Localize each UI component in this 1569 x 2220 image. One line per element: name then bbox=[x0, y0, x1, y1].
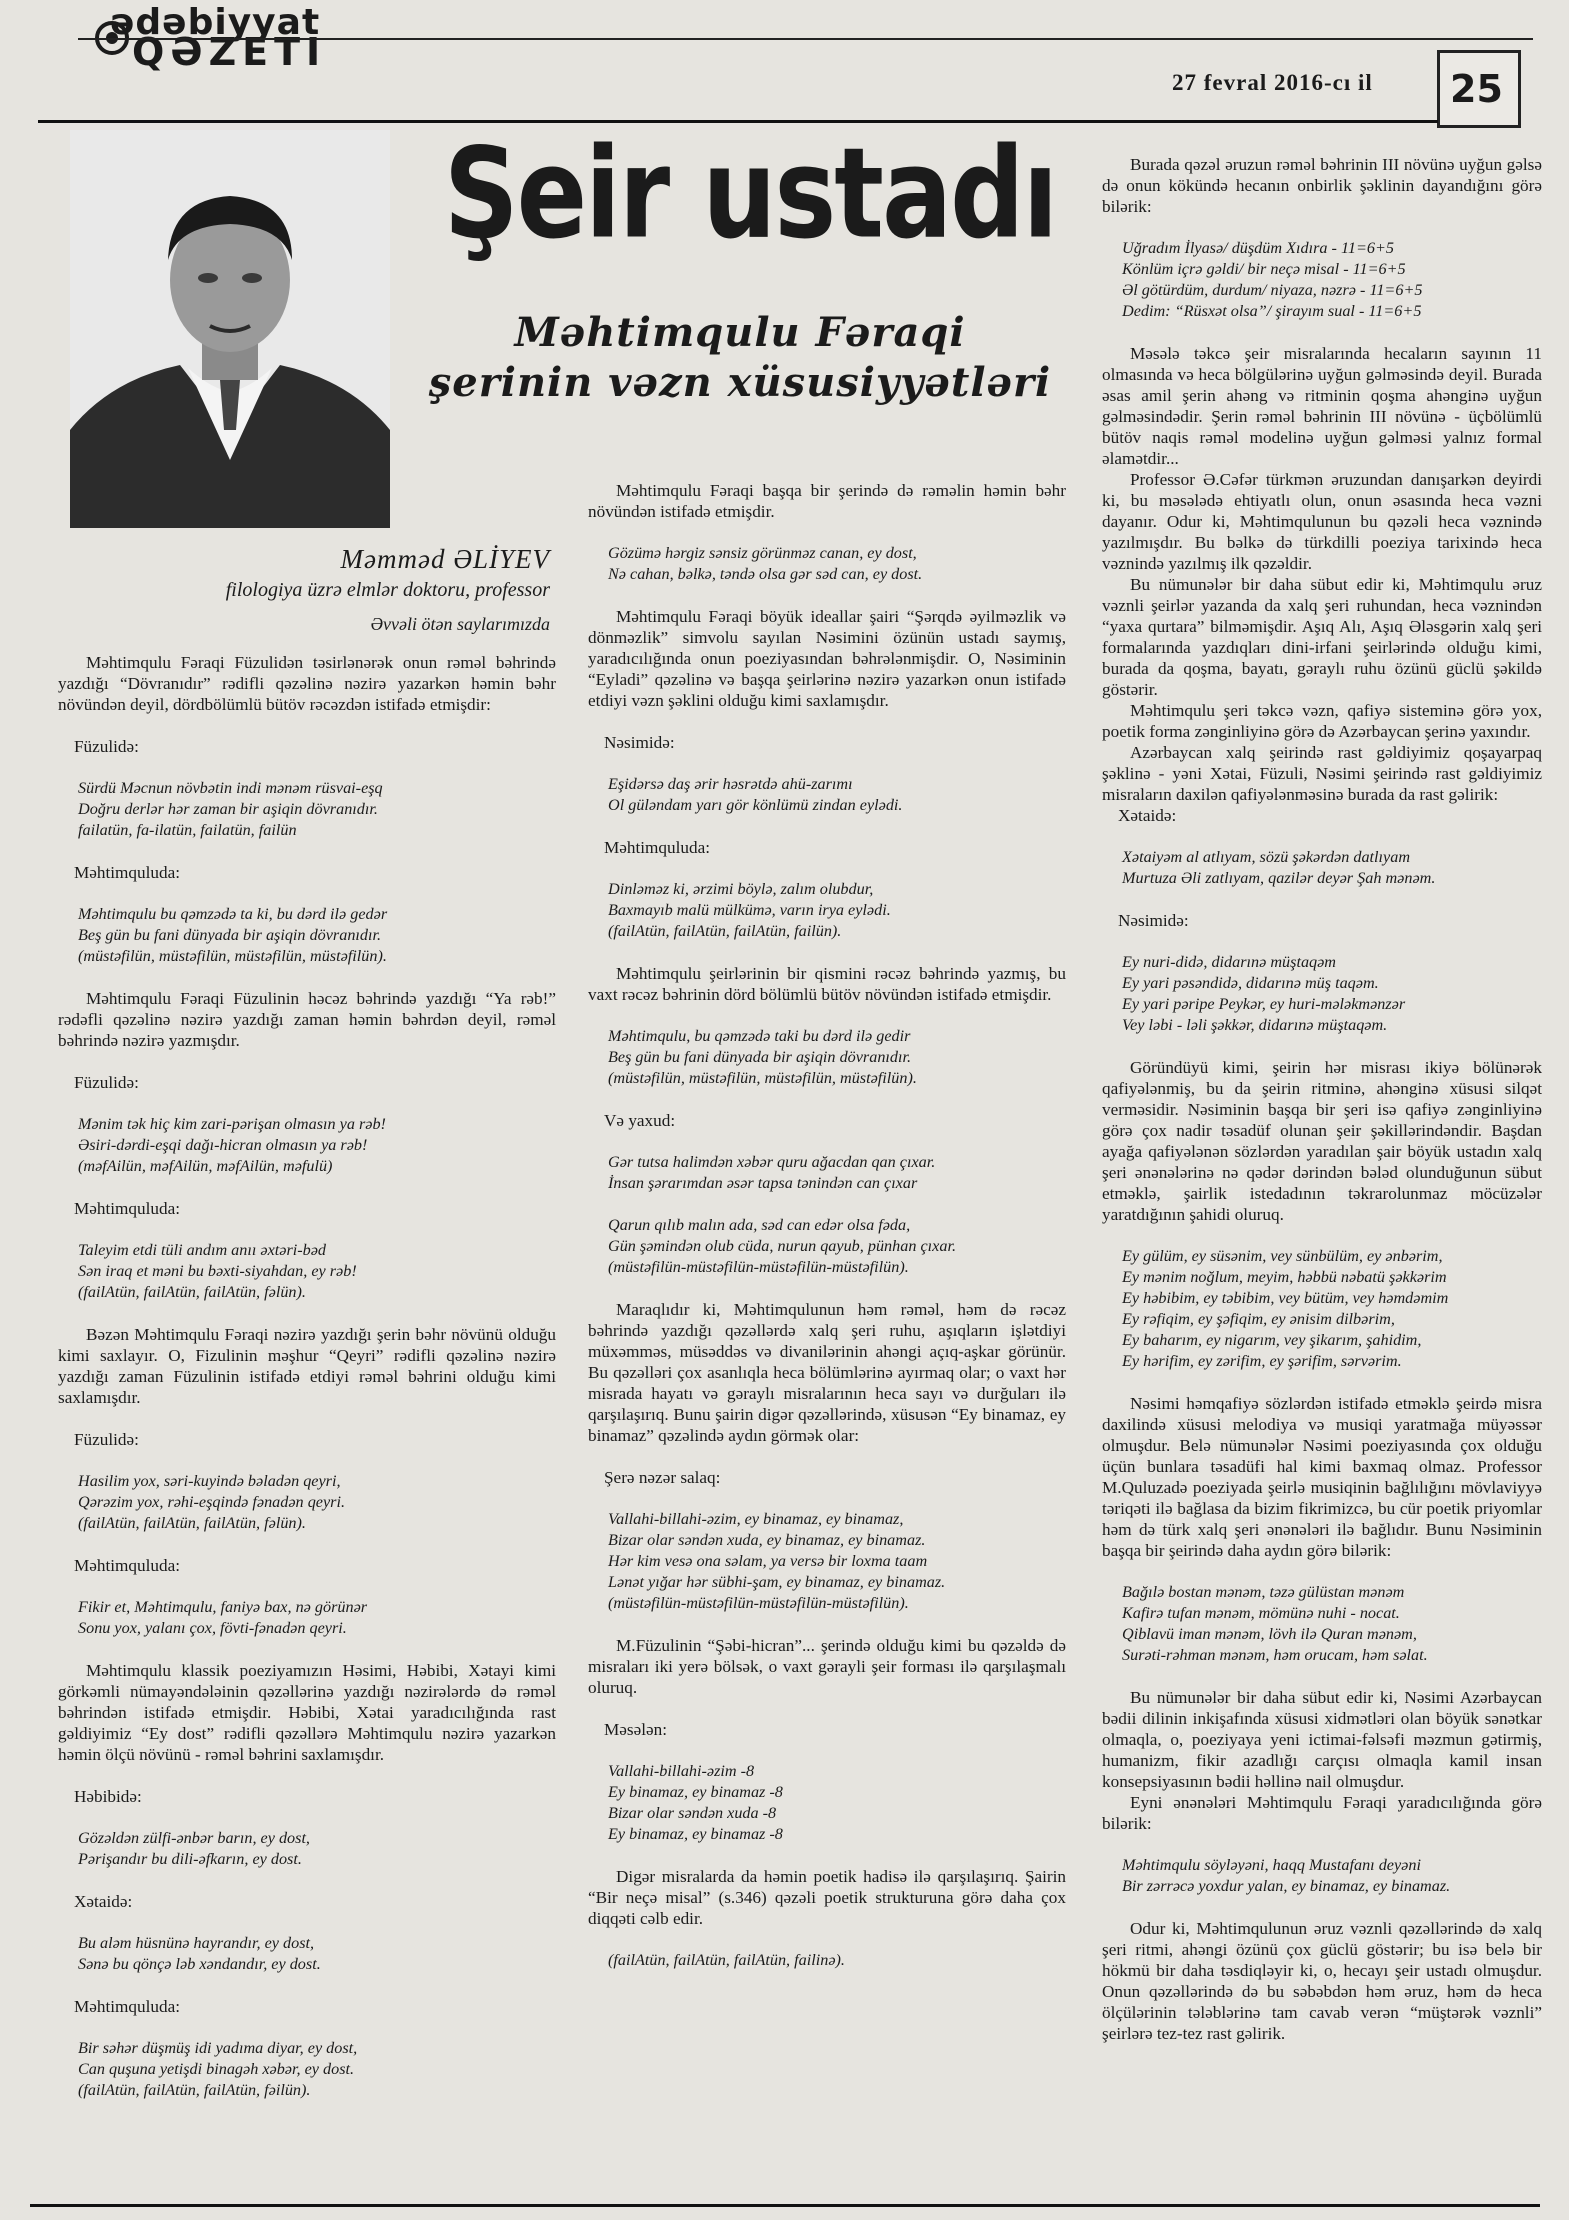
paragraph: Digər misralarda da həmin poetik hadisə ilə qarşılaşırıq. Şairin “Bir neçə misal” (s.346) qəzəli poetik strukturuna görə daha çox diqqəti cəlb edir. bbox=[588, 1867, 1066, 1928]
verse: (failAtün, failAtün, failAtün, failinə). bbox=[608, 1951, 845, 1969]
label: Nəsimidə: bbox=[1118, 911, 1189, 930]
paragraph: Burada qəzəl əruzun rəməl bəhrinin III növünə uyğun gəlsə də onun kökündə hecanın onbirlik şəklinin dayandığını görə bilərik: bbox=[1102, 155, 1542, 216]
paragraph: Bu nümunələr bir daha sübut edir ki, Nəsimi Azərbaycan bədii dilinin inkişafında xüsusi xidmətləri olan böyük sənətkar olmaqla, o, poeziyaya yeni ictimai-fəlsəfi məzmun gətirmiş, humanizm, fikir azadlığı carçısı olmaqla kamil insan konsepsiyasının bədii həllinə nail olmuşdur. bbox=[1102, 1688, 1542, 1791]
label: Xətaidə: bbox=[74, 1892, 133, 1911]
verse: Bağılə bostan mənəm, təzə gülüstan mənəm Kafirə tufan mənəm, mömünə nuhi - nocat. Qiblavü iman mənəm, lövh ilə Quran mənəm, Surəti-rəhman mənəm, həm orucam, həm səlat. bbox=[1122, 1583, 1428, 1664]
verse: Mənim tək hiç kim zari-pərişan olmasın ya rəb! Əsiri-dərdi-eşqi dağı-hicran olmasın ya rəb! (məfAilün, məfAilün, məfAilün, məfulü) bbox=[78, 1115, 386, 1175]
paragraph: M.Füzulinin “Şəbi-hicran”... şerində olduğu kimi bu qəzəldə də misraları iki yerə bölsək, o vaxt gərayli şeir forması ilə qarşılaşmalı oluruq. bbox=[588, 1636, 1066, 1697]
top-rule bbox=[78, 38, 1533, 40]
column-2 bbox=[588, 480, 1066, 1992]
author-name: Məmməd ƏLİYEV bbox=[340, 544, 550, 574]
label: Şerə nəzər salaq: bbox=[604, 1468, 721, 1487]
label: Xətaidə: bbox=[1118, 806, 1177, 825]
paragraph: Nəsimi həmqafiyə sözlərdən istifadə etməklə şeirdə misra daxilində xüsusi melodiya və musiqi yaratmağa müyəssər olmuşdur. Belə nümunələr Nəsimi poeziyasında çox olduğu üçün bunlara təsadüfi hal kimi baxmaq olmaz. Professor M.Quluzadə poeziyada şeirlə musiqinin bağlılığını mövlaviyyə təriqəti ilə bağlasa da bizim fikrimizcə, bu cür poetik priyomlar həm də türk xalq şeri ənənələri ilə bağlıdır. Bunu Nəsiminin başqa bir şeirində daha aydın görə bilərik: bbox=[1102, 1394, 1542, 1560]
paragraph: Göründüyü kimi, şeirin hər misrası ikiyə bölünərək qafiyələnmiş, bu da şeirin ritminə, ahənginə xüsusi silqət verməsidir. Nəsiminin başqa bir şeri isə qafiyə zənginliyinə görə çox nadir təsadüf olunan şeir şəkillərindəndir. Başdan ayağa qafiyələnən sözlərdən yaradılan şair böyük ustadın xalq şeri ənənələrinə nə qədər dərindən bələd olunduğunun sübut etməklə, şairlik istedadının təkrarolunmaz möcüzələr yaratdığının şahidi oluruq. bbox=[1102, 1058, 1542, 1224]
paragraph: Maraqlıdır ki, Məhtimqulunun həm rəməl, həm də rəcəz bəhrində yazdığı qəzəllərdə xalq şeri ruhu, aşıqların işlətdiyi müxəmməs, müsəddəs və divanilərinin ahəngi açıq-aşkar görünür. Bu qəzəlləri çox asanlıqla heca bölümlərinə ayırmaq olar; o vaxt hər misrada hayatı və gəraylı misralarının heca sayı və durğuları ilə qarşılaşırıq. Bunu şairin digər qəzəllərində, xüsusən “Ey binamaz, ey binamaz” qəzəlində aydın görmək olar: bbox=[588, 1300, 1066, 1445]
paragraph: Məhtimqulu Fəraqi Füzulidən təsirlənərək onun rəməl bəhrində yazdığı “Dövranıdır” rədifli qəzəlinə nəzirə yazarkən həmin bəhr növündən deyil, dördbölümlü bütöv rəcəzdən istifadə etmişdir: bbox=[58, 653, 556, 714]
verse: Qarun qılıb malın ada, səd can edər olsa fəda, Gün şəmindən olub cüda, nurun qayub, pünhan çıxar. (müstəfilün-müstəfilün-müstəfilün-müstəfilün). bbox=[608, 1216, 956, 1276]
verse: Uğradım İlyasə/ düşdüm Xıdıra - 11=6+5 Könlüm içrə gəldi/ bir neçə misal - 11=6+5 Əl götürdüm, durdum/ niyaza, nəzrə - 11=6+5 Dedim: “Rüsxət olsa”/ şirayım sual - 11=6+5 bbox=[1122, 239, 1423, 320]
article-title: Şeir ustadı bbox=[443, 120, 1057, 267]
page-number-box bbox=[1437, 50, 1521, 128]
verse: Gözümə hərgiz sənsiz görünməz canan, ey dost, Nə cahan, bəlkə, təndə olsa gər səd can, ey dost. bbox=[608, 544, 923, 583]
label: Məhtimquluda: bbox=[74, 863, 180, 882]
author-block bbox=[70, 544, 550, 635]
paragraph: Eyni ənənələri Məhtimqulu Fəraqi yaradıcılığında görə bilərik: bbox=[1102, 1793, 1542, 1833]
verse: Taleyim etdi tüli andım anıı əxtəri-bəd Sən iraq et məni bu bəxti-siyahdan, ey rəb! (failAtün, failAtün, failAtün, fəlün). bbox=[78, 1241, 357, 1301]
label: Məhtimquluda: bbox=[74, 1199, 180, 1218]
paragraph: Məsələ təkcə şeir misralarında hecaların sayının 11 olmasında və heca bölgülərinə uyğun gəlməsində deyil. Burada əsas amil şerin ahəng və ritminin qoşma ahənginə uyğun gəlməsindədir. Şerin rəməl bəhrinin III növünə - üçbölümlü bütöv naqis rəməl modelinə uyğun gəlməsi yalnız formal əlamətdir... bbox=[1102, 344, 1542, 468]
subtitle-line-2: şerinin vəzn xüsusiyyətləri bbox=[428, 359, 1052, 406]
subtitle-line-1: Məhtimqulu Fəraqi bbox=[514, 309, 966, 356]
verse: Məhtimqulu söyləyəni, haqq Mustafanı deyəni Bir zərrəcə yoxdur yalan, ey binamaz, ey binamaz. bbox=[1122, 1856, 1451, 1895]
column-3 bbox=[1102, 154, 1542, 2065]
label: Həbibidə: bbox=[74, 1787, 142, 1806]
author-photo bbox=[70, 130, 390, 528]
verse: Məhtimqulu, bu qəmzədə taki bu dərd ilə gedir Beş gün bu fani dünyada bir aşiqin dövranıdır. (müstəfilün, müstəfilün, müstəfilün, müstəfilün). bbox=[608, 1027, 917, 1087]
label: Məhtimquluda: bbox=[74, 1556, 180, 1575]
label: Füzulidə: bbox=[74, 1430, 139, 1449]
masthead bbox=[88, 4, 348, 76]
verse: Ey gülüm, ey süsənim, vey sünbülüm, ey ənbərim, Ey mənim noğlum, meyim, həbbü nəbatü şəkkərim Ey həbibim, ey təbibim, vey bütüm, vey həmdəmim Ey rəfiqim, ey şəfiqim, ey ənisim dilbərim, Ey baharım, ey nigarım, vey şikarım, şahidim, Ey hərifim, ey zərifim, ey şərifim, sərvərim. bbox=[1122, 1247, 1449, 1370]
verse: Hasilim yox, səri-kuyində bəladən qeyri, Qərəzim yox, rəhi-eşqində fənadən qeyri. (failAtün, failAtün, failAtün, fəlün). bbox=[78, 1472, 346, 1532]
masthead-bottom: QƏZETİ bbox=[132, 30, 327, 74]
paragraph: Məhtimqulu Fəraqi Füzulinin həcəz bəhrində yazdığı “Ya rəb!” rədəfli qəzəlinə nəzirə yazdığı zaman həmin bəhrdən deyil, rəməl bəhrində nəzirə yazmışdır. bbox=[58, 989, 556, 1050]
verse: Vallahi-billahi-əzim -8 Ey binamaz, ey binamaz -8 Bizar olar səndən xuda -8 Ey binamaz, ey binamaz -8 bbox=[608, 1762, 783, 1843]
issue-date: 27 fevral 2016-cı il bbox=[1172, 70, 1373, 95]
verse: Bu aləm hüsnünə hayrandır, ey dost, Sənə bu qönçə ləb xəndandır, ey dost. bbox=[78, 1934, 321, 1973]
label: Nəsimidə: bbox=[604, 733, 675, 752]
verse: Vallahi-billahi-əzim, ey binamaz, ey binamaz, Bizar olar səndən xuda, ey binamaz, ey binamaz. Hər kim vesə ona səlam, ya versə bir loxma taam Lənət yığar hər sübhi-şam, ey binamaz, ey binamaz. (müstəfilün-müstəfilün-müstəfilün-müstəfilün). bbox=[608, 1510, 946, 1612]
paragraph: Bəzən Məhtimqulu Fəraqi nəzirə yazdığı şerin bəhr növünü olduğu kimi saxlayır. O, Fizulinin məşhur “Qeyri” rədifli qəzəlinə nəzirə yazdığı zaman Füzulinin istifadə etdiyi rəməl bəhrini olduğu kimi saxlamışdır. bbox=[58, 1325, 556, 1407]
paragraph: Məhtimqulu Fəraqi başqa bir şerində də rəməlin həmin bəhr növündən istifadə etmişdir. bbox=[588, 481, 1066, 521]
verse: Eşidərsə daş ərir həsrətdə ahü-zarımı Ol güləndam yarı gör könlümü zindan eylədi. bbox=[608, 775, 903, 814]
verse: Məhtimqulu bu qəmzədə ta ki, bu dərd ilə gedər Beş gün bu fani dünyada bir aşiqin dövranıdır. (müstəfilün, müstəfilün, müstəfilün, müstəfilün). bbox=[78, 905, 388, 965]
paragraph: Məhtimqulu klassik poeziyamızın Həsimi, Həbibi, Xətayi kimi görkəmli nümayəndələinin qəzəllərinə yazdığı nəzirələrdə də rəməl bəhrindən istifadə etmişdir. Həbibi, Xətai yaradıcılığında rast gəldiyimiz “Ey dost” rədifli qəzəllərə Məhtimqulu nəzirə yazarkən həmin ölçü növünü - rəməl bəhrini saxlamışdır. bbox=[58, 1661, 556, 1764]
column-1 bbox=[58, 652, 556, 2122]
paragraph: Məhtimqulu şeri təkcə vəzn, qafiyə sisteminə görə yox, poetik forma zənginliyinə görə də Azərbaycan şerinə yaxındır. bbox=[1102, 701, 1542, 741]
paragraph: Azərbaycan xalq şeirində rast gəldiyimiz qoşayarpaq şəklinə - yəni Xətai, Füzuli, Nəsimi şeirində rast gəldiyimiz misraların daxilən qafiyələnməsinə burada da rast gəlirik: bbox=[1102, 743, 1542, 804]
author-portrait-icon bbox=[70, 130, 390, 528]
verse: Dinləməz ki, ərzimi böylə, zalım olubdur, Baxmayıb malü mülkümə, varın irya eylədi. (failAtün, failAtün, failAtün, failün). bbox=[608, 880, 891, 940]
verse: Bir səhər düşmüş idi yadıma diyar, ey dost, Can quşuna yetişdi binagəh xəbər, ey dost. (failAtün, failAtün, failAtün, fəilün). bbox=[78, 2039, 358, 2099]
paragraph: Bu nümunələr bir daha sübut edir ki, Məhtimqulu əruz vəznli şeirlər yazanda da xalq şeri ruhundan, heca vəznindən “yaxa qurtara” bilməmişdir. Aşıq Alı, Aşıq Ələsgərin xalq şeri formalarında yazdıqları dini-irfani şeirlərində olduğu kimi, burada da qoşma, bayatı, gəraylı ruhu özünü güclü şəkildə göstərir. bbox=[1102, 575, 1542, 699]
label: Və yaxud: bbox=[604, 1111, 676, 1130]
verse: Ey nuri-didə, didarınə müştaqəm Ey yari pəsəndidə, didarınə müş taqəm. Ey yari pəripe Peykər, ey huri-mələkmənzər Vey ləbi - ləli şəkkər, didarınə müştaqəm. bbox=[1122, 953, 1406, 1034]
paragraph: Məhtimqulu Fəraqi böyük ideallar şairi “Şərqdə əyilməzlik və dönməzlik” simvolu sayılan Nəsimini özünün ustadı saymış, yaradıcılığında onun poeziyasından bəhrələnmişdir. O, Nəsiminin “Eyladi” qəzəlinə və başqa şeirlərinə nəzirə yazarkən onun istifadə etdiyi vəzn şəklini olduğu kimi saxlamışdır. bbox=[588, 607, 1066, 710]
verse: Sürdü Məcnun növbətin indi mənəm rüsvai-eşq Doğru derlər hər zaman bir aşiqin dövranıdır. failatün, fa-ilatün, failatün, failün bbox=[78, 779, 383, 839]
verse: Xətaiyəm al atlıyam, sözü şəkərdən datlıyam Murtuza Əli zatlıyam, qazilər deyər Şah mənəm. bbox=[1122, 848, 1436, 887]
verse: Fikir et, Məhtimqulu, faniyə bax, nə görünər Sonu yox, yalanı çox, fövti-fənadən qeyri. bbox=[78, 1598, 368, 1637]
paragraph: Odur ki, Məhtimqulunun əruz vəznli qəzəllərində də xalq şeri ritmi, ahəngi özünü çox güclü göstərir; bu isə belə bir hökmü bir daha təsdiqləyir ki, o, hecayı şeir ustadı olmuşdur. Onun qəzəllərində də bu səbəbdən həm əruz, həm də heca ölçülərinin tələblərinə tam cavab verən “müştərək vəznli” şeirlərə tez-tez rast gəlirik. bbox=[1102, 1919, 1542, 2043]
continued-note: Əvvəli ötən saylarımızda bbox=[370, 614, 550, 634]
page-number: 25 bbox=[1450, 67, 1503, 111]
paragraph: Professor Ə.Cəfər türkmən əruzundan danışarkən deyirdi ki, bu məsələdə ehtiyatlı olun, onun əsasında heca vəzni dayanır. Odur ki, Məhtimqulunun bu qəzəli heca vəznində yazılmışdır. Bu bəlkə də türkdilli poeziya tarixində heca vəznində yazılmış ilk qəzəldir. bbox=[1102, 470, 1542, 573]
label: Məhtimquluda: bbox=[74, 1997, 180, 2016]
footer-rule bbox=[30, 2204, 1540, 2207]
label: Füzulidə: bbox=[74, 737, 139, 756]
paragraph: Məhtimqulu şeirlərinin bir qismini rəcəz bəhrində yazmış, bu vaxt rəcəz bəhrinin dörd bölümlü bütöv növündən istifadə etmişdir. bbox=[588, 964, 1066, 1004]
verse: Gər tutsa halimdən xəbər quru ağacdan qan çıxar. İnsan şərarımdan əsər tapsa tənindən can çıxar bbox=[608, 1153, 936, 1192]
label: Füzulidə: bbox=[74, 1073, 139, 1092]
masthead-top: ədəbiyyat bbox=[110, 2, 321, 43]
author-degree: filologiya üzrə elmlər doktoru, professor bbox=[225, 579, 550, 601]
label: Məhtimquluda: bbox=[604, 838, 710, 857]
article-subtitle bbox=[400, 308, 1080, 408]
verse: Gözəldən zülfi-ənbər barın, ey dost, Pərişandır bu dili-əfkarın, ey dost. bbox=[78, 1829, 310, 1868]
label: Məsələn: bbox=[604, 1720, 668, 1739]
